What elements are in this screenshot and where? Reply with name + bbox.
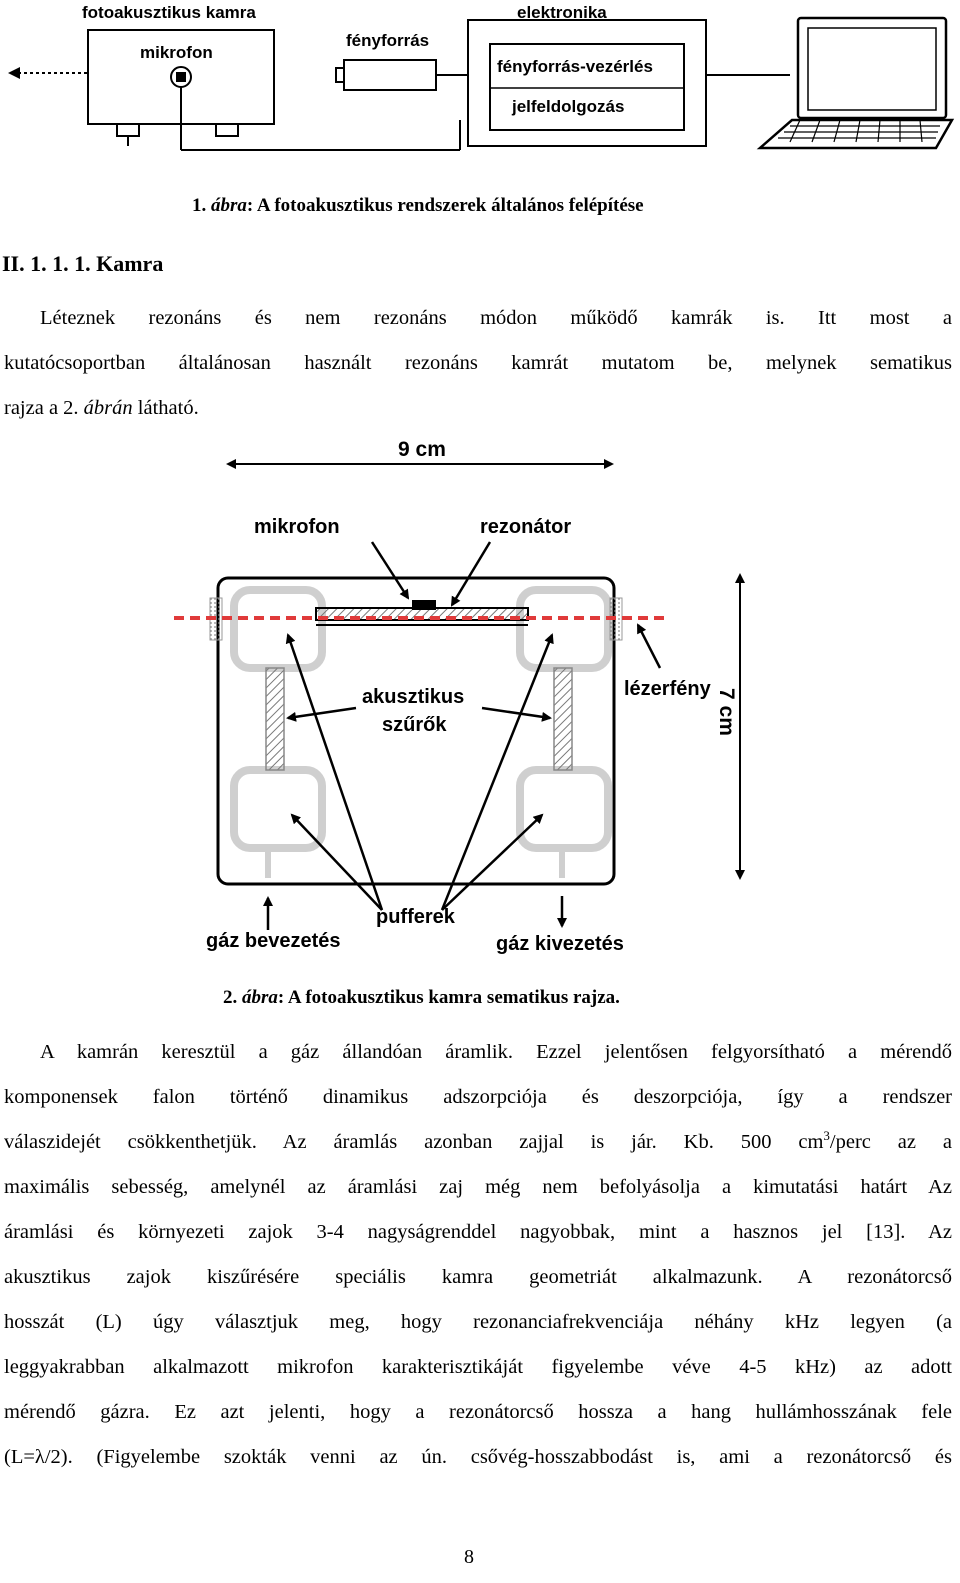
text-line: akusztikus zajok kiszűrésére speciális kamra geometriát alkalmazunk. A rezonátorcső <box>4 1266 952 1288</box>
text-line: válaszidejét csökkenthetjük. Az áramlás azonban zajjal is jár. Kb. 500 $cm^3$/perc az a <box>4 1128 952 1153</box>
laser-pointer <box>638 625 660 668</box>
figure-1 <box>0 0 960 170</box>
laser-label: lézerfény <box>624 678 711 700</box>
width-label: 9 cm <box>398 438 446 461</box>
acoustic-filters-label-1: akusztikus <box>362 686 465 708</box>
figure-2 <box>150 430 810 975</box>
paragraph-2 <box>4 1030 952 1480</box>
superscript: 3 <box>823 1128 830 1144</box>
text-line: maximális sebesség, amelynél az áramlási zaj még nem befolyásolja a kimutatási határt Az <box>4 1176 952 1198</box>
signal-processing-label: jelfeldolgozás <box>512 97 625 116</box>
text-line: kutatócsoportban általánosan használt rezonáns kamrát mutatom be, melynek sematikus <box>4 352 952 374</box>
figure-1-caption <box>192 195 644 217</box>
microphone-label: mikrofon <box>140 43 213 62</box>
text-line: leggyakrabban alkalmazott mikrofon karakterisztikáját figyelembe véve 4-5 kHz) az adott <box>4 1356 952 1378</box>
light-source-label: fényforrás <box>346 31 430 50</box>
caption-italic: ábra <box>211 195 247 216</box>
text-line: rajza a 2. ábrán látható. <box>4 397 199 419</box>
page-number: 8 <box>464 1546 474 1568</box>
text-line: komponensek falon történő dinamikus adszorpciója és deszorpciója, így a rendszer <box>4 1086 952 1108</box>
height-label: 7 cm <box>715 688 738 736</box>
acoustic-filter-right <box>554 668 572 770</box>
microphone-block <box>412 600 436 610</box>
paragraph-1 <box>4 296 952 431</box>
caption-text: : A fotoakusztikus kamra sematikus rajza. <box>277 987 620 1008</box>
light-source-box <box>344 60 436 90</box>
text-line: A kamrán keresztül a gáz állandóan áramlik. Ezzel jelentősen felgyorsítható a mérendő <box>40 1041 952 1063</box>
electronics-label: elektronika <box>517 3 607 22</box>
figure-2-diagram <box>150 430 810 975</box>
light-control-label: fényforrás-vezérlés <box>497 57 653 76</box>
chamber-label: fotoakusztikus kamra <box>82 3 256 22</box>
arrow-head-left <box>8 67 20 79</box>
microphone-label-2: mikrofon <box>254 516 340 538</box>
text-line: Léteznek rezonáns és nem rezonáns módon működő kamrák is. Itt most a <box>40 307 952 329</box>
figure-2-caption <box>223 987 620 1009</box>
caption-italic: ábra <box>242 987 278 1008</box>
text-line: áramlási és környezeti zajok 3-4 nagyságrenddel nagyobbak, mint a hasznos jel [13]. Az <box>4 1221 952 1243</box>
acoustic-filter-left <box>266 668 284 770</box>
gas-out-label: gáz kivezetés <box>496 933 624 955</box>
text-line: hosszát (L) úgy választjuk meg, hogy rezonanciafrekvenciája néhány kHz legyen (a <box>4 1311 952 1333</box>
caption-number: 1. <box>192 195 211 216</box>
gas-in-label: gáz bevezetés <box>206 930 341 952</box>
laptop-icon <box>760 18 952 148</box>
acoustic-filters-label-2: szűrők <box>382 714 447 736</box>
caption-number: 2. <box>223 987 242 1008</box>
figure-1-diagram <box>0 0 960 170</box>
buffers-label: pufferek <box>376 906 455 928</box>
text-line: (L=λ/2). (Figyelembe szokták venni az ún. csővég-hosszabbodást is, ami a rezonátorcső és <box>4 1446 952 1468</box>
section-heading: II. 1. 1. 1. Kamra <box>2 251 164 276</box>
resonator-label: rezonátor <box>480 516 572 538</box>
text-line: mérendő gázra. Ez azt jelenti, hogy a rezonátorcső hossza a hang hullámhosszának fele <box>4 1401 952 1423</box>
caption-text: : A fotoakusztikus rendszerek általános felépítése <box>246 195 644 216</box>
